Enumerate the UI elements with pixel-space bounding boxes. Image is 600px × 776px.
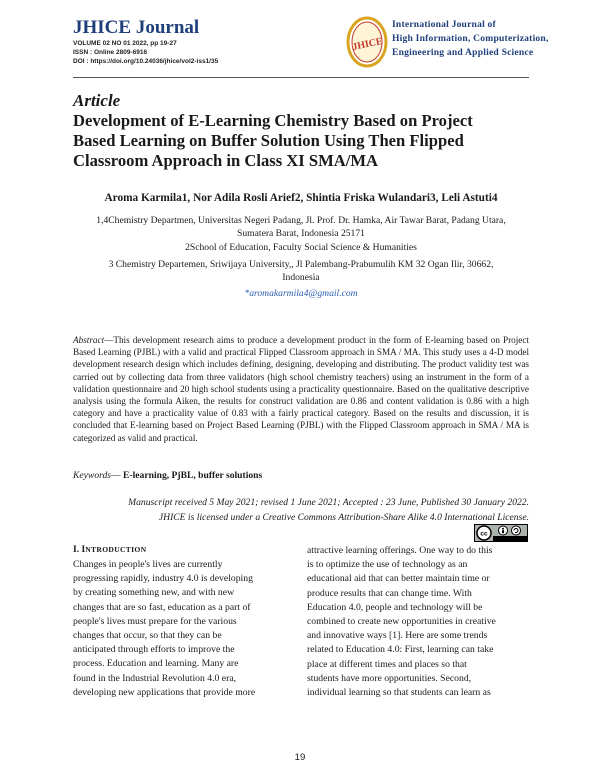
intro-right-line-8: related to Education 4.0: First, learning can take [307,644,494,656]
intro-right-line-2: is to optimize the use of technology as an [307,559,468,571]
affiliation-3-line-2: Indonesia [282,272,320,283]
intro-left-line-5: people's lives must prepare for the various [73,615,237,627]
intro-right-line-11: individual learning so that students can learn as [307,687,491,699]
logo-text: JHICE [351,35,384,54]
intro-right-line-6: combined to create new opportunities in creative [307,616,496,628]
intro-left-line-9: found in the Industrial Revolution 4.0 era, [73,672,237,684]
section-heading-number: I. [73,544,82,555]
intro-right-line-9: place at different times and places so that [307,658,467,670]
intro-right-line-3: educational aid that can better maintain time or [307,573,490,585]
keywords-text: E-learning, PjBL, buffer solutions [123,470,263,481]
share-alike-icon [512,526,521,535]
affiliation-2: 2School of Education, Faculty Social Science & Humanities [185,242,417,253]
section-heading-introduction [73,544,146,555]
affiliation-3-line-1: 3 Chemistry Departemen, Sriwijaya University,, Jl Palembang-Prabumulih KM 32 Ogan Ilir, 30662, [108,259,494,270]
intro-left-column [73,558,295,700]
license-statement: JHICE is licensed under a Creative Commons Attribution-Share Alike 4.0 International License. [158,512,529,523]
cc-icon-text: cc [480,530,488,538]
manuscript-dates: Manuscript received 5 May 2021; revised 1 June 2021; Accepted : 23 June, Published 30 January 2022. [128,497,529,508]
article-title [73,111,533,171]
intro-right-line-10: students have more opportunities. Second, [307,672,472,684]
abstract-label: Abstract [73,335,105,345]
doi-line[interactable]: DOI : https://doi.org/10.24036/jhice/vol2-iss1/35 [73,58,219,65]
intro-left-line-8: process. Education and learning. Many are [73,658,239,670]
author-list: Aroma Karmila1, Nor Adila Rosli Arief2, Shintia Friska Wulandari3, Leli Astuti4 [104,192,498,204]
intro-left-line-2: progressing rapidly, industry 4.0 is developing [73,573,253,585]
volume-line: VOLUME 02 NO 01 2022, pp 19-27 [73,40,177,47]
intro-left-line-1: Changes in people's lives are currently [73,559,223,570]
section-heading-first: I [81,544,86,555]
intro-right-line-4: produce results that can change time. With [307,587,472,599]
intro-left-line-6: changes that occur, so that they can be [73,630,222,642]
intro-right-line-1: attractive learning offerings. One way to do this [307,545,493,556]
affiliation-1-line-1: 1,4Chemistry Departmen, Universitas Negeri Padang, Jl. Prof. Dr. Hamka, Air Tawar Barat, Padang Utara, [96,215,506,226]
intro-left-line-10: developing new applications that provide more [73,686,256,698]
affiliation-1-line-2: Sumatera Barat, Indonesia 25171 [237,228,365,239]
intro-left-line-3: by creating something new, and with new [73,587,235,599]
abstract-text: —This development research aims to produce a development product in the form of E-learning based on Project Based Learning (PJBL) with a valid and practical Flipped Classroom approach in SMA / MA. This study uses a 4-D model development research design which includes defining, designing, developing and distributing. The product validity test was carried out by collecting data from three validators (high school chemistry teachers) using an instrument in the form of a validation questionnaire and 20 high school students using a practicality questionnaire. Based on the qualitative descriptive analysis using the formula Aiken, the results for construct validation are 0.86 and content validation is 0.86 with a high category and have a practicality value of 0.83 with a fairly practical category. Based on the results and discussion, it is concluded that E-learning based on Project Based Learning (PJBL) with the Flipped Classroom approach in SMA / MA is categorized as valid and practical. [73,335,529,443]
abstract [73,334,529,444]
section-heading-rest: NTRODUCTION [85,545,147,554]
title-line-2: Based Learning on Buffer Solution Using Then Flipped [73,131,464,150]
jhice-logo [346,16,388,68]
journal-full-name-line-1: International Journal of [392,19,496,30]
keywords-label: Keywords [73,470,112,481]
journal-name: JHICE Journal [73,17,200,38]
journal-full-name-line-3: Engineering and Applied Science [392,47,534,58]
article-type-label: Article [73,91,121,110]
keywords: Keywords— E-learning, PjBL, buffer solutions [73,470,263,481]
intro-left-line-7: anticipated through efforts to improve the [73,644,235,656]
title-line-1: Development of E-Learning Chemistry Based on Project [73,111,473,130]
intro-left-line-4: changes that are so fast, education as a part of [73,601,251,613]
intro-right-column [307,544,529,700]
intro-right-line-7: and innovative ways [1]. Here are some trends [307,630,488,642]
page-number: 19 [294,752,306,763]
header-divider [73,77,529,78]
title-line-3: Classroom Approach in Class XI SMA/MA [73,151,379,170]
intro-right-line-5: Education 4.0, people and technology will be [307,601,483,613]
issn-line: ISSN : Online 2809-6916 [73,49,148,56]
cc-license-badge[interactable] [474,524,528,542]
corresponding-email[interactable]: *aromakarmila4@gmail.com [244,288,358,299]
journal-full-name-line-2: High Information, Computerization, [392,33,549,44]
